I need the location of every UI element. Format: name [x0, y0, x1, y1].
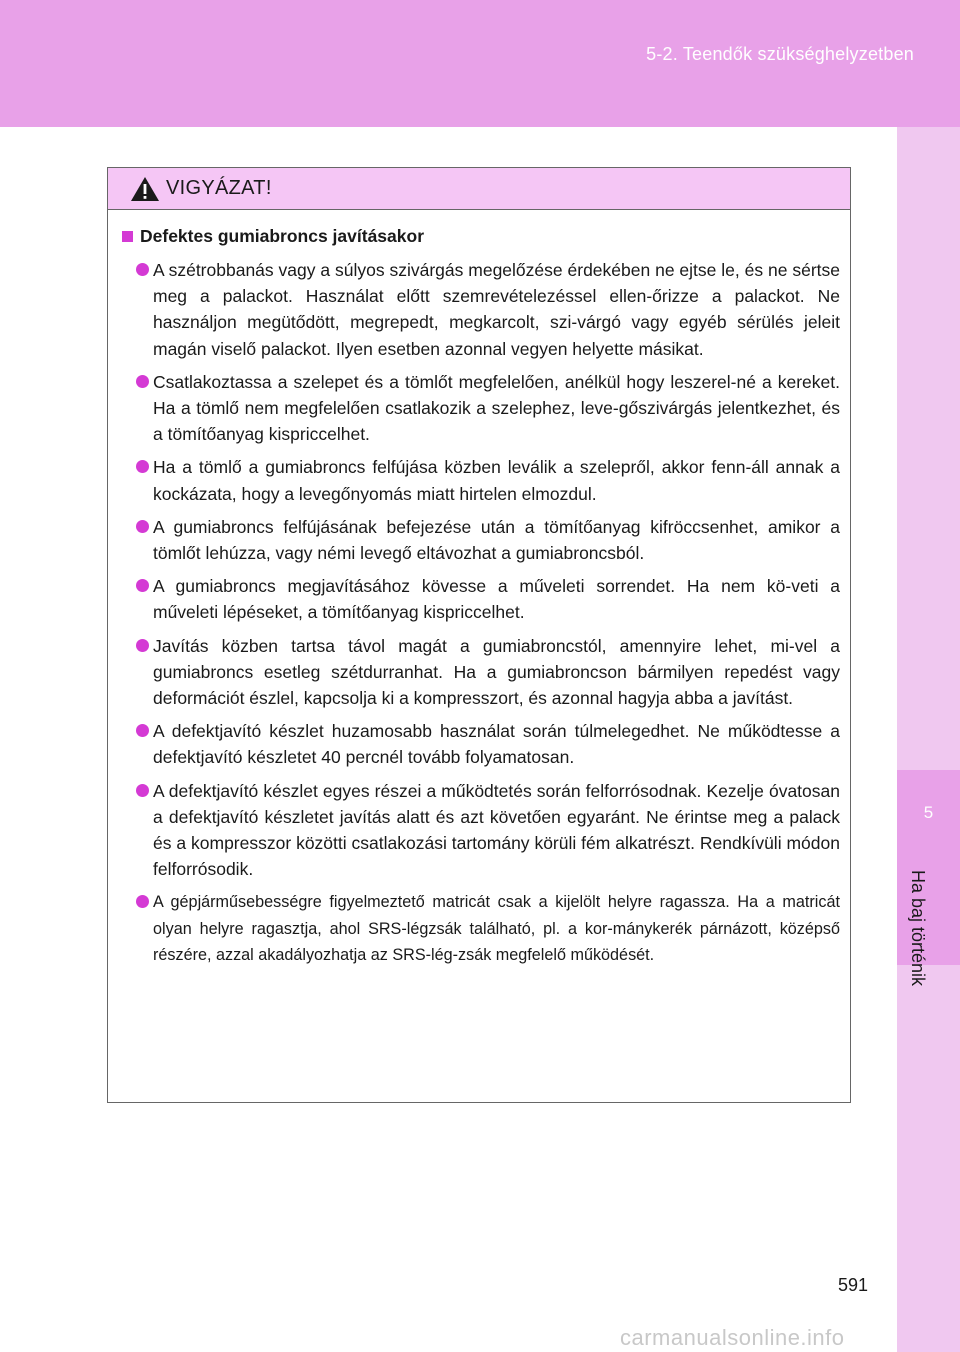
chapter-title: Ha baj történik — [908, 870, 928, 987]
section-title: 5-2. Teendők szükséghelyzetben — [646, 44, 914, 64]
subheading — [122, 226, 840, 247]
bullet-dot-icon — [136, 263, 149, 276]
list-item — [122, 369, 840, 448]
list-item — [122, 718, 840, 770]
square-bullet-icon — [122, 231, 133, 242]
bullet-dot-icon — [136, 460, 149, 473]
warning-box — [107, 167, 851, 1103]
warning-body — [108, 210, 850, 968]
subheading-text: Defektes gumiabroncs javításakor — [140, 226, 425, 246]
bullet-dot-icon — [136, 579, 149, 592]
bullet-dot-icon — [136, 639, 149, 652]
chapter-number: 5 — [923, 803, 934, 822]
list-item-text: A szétrobbanás vagy a súlyos szivárgás megelőzése érdekében ne ejtse le, és ne sértse meg a palackot. Használat előtt szemrevételezéssel ellen-őrizze a palackot. Ne használjon megütődött, megrepedt, megkarcolt, szi-várgó vagy egyéb sérülés jeleit magán viselő palackot. Ilyen esetben azonnal vegyen helyette másikat. — [153, 260, 840, 359]
page-number: 591 — [838, 1275, 869, 1295]
warning-title: VIGYÁZAT! — [166, 177, 272, 199]
bullet-dot-icon — [136, 520, 149, 533]
bullet-dot-icon — [136, 375, 149, 388]
warning-triangle-icon — [130, 176, 160, 202]
bullet-dot-icon — [136, 724, 149, 737]
list-item — [122, 257, 840, 362]
list-item — [122, 514, 840, 566]
bullet-dot-icon — [136, 895, 149, 908]
list-item-text: Javítás közben tartsa távol magát a gumiabroncstól, amennyire lehet, mi-vel a gumiabroncs esetleg szétdurranhat. Ha a gumiabroncson bármilyen repedést vagy deformációt észlel, kapcsolja ki a kompresszort, és azonnal hagyja abba a javítást. — [153, 635, 840, 709]
list-item — [122, 454, 840, 506]
list-item — [122, 778, 840, 883]
list-item-text: Csatlakoztassa a szelepet és a tömlőt megfelelően, anélkül hogy leszerel-né a kereket. Ha a tömlő nem megfelelően csatlakozik a szelephez, leve-gőszivárgás jelentkezhet, és a tömítőanyag kispriccelhet. — [153, 371, 840, 445]
side-tab — [897, 127, 960, 1352]
list-item-text: A defektjavító készlet egyes részei a működtetés során felforrósodnak. Kezelje óvatosan a defektjavító készletet javítás alatt és azt követően egyaránt. Ne érintse meg a palack és a kompresszor közötti csatlakozási tartomány körüli fém alkatrészt. Rendkívüli módon felforrósodik. — [153, 780, 840, 880]
list-item — [122, 573, 840, 625]
list-item-text: A defektjavító készlet huzamosabb használat során túlmelegedhet. Ne működtesse a defektjavító készletet 40 percnél tovább folyamatosan. — [153, 721, 840, 768]
header-band — [0, 0, 960, 127]
bullet-dot-icon — [136, 784, 149, 797]
list-item — [122, 889, 840, 968]
watermark: carmanualsonline.info — [620, 1325, 845, 1350]
list-item — [122, 633, 840, 712]
list-item-text: Ha a tömlő a gumiabroncs felfújása közben leválik a szelepről, akkor fenn-áll annak a kockázata, hogy a levegőnyomás miatt hirtelen elmozdul. — [153, 457, 840, 504]
list-item-text: A gépjárműsebességre figyelmeztető matricát csak a kijelölt helyre ragassza. Ha a matricát olyan helyre ragasztja, ahol SRS-légzsák található, pl. a kor-mánykerék párnázott, középső részére, azzal akadályozhatja az SRS-lég-zsák megfelelő működését. — [153, 893, 840, 964]
warning-header — [108, 168, 850, 210]
list-item-text: A gumiabroncs felfújásának befejezése után a tömítőanyag kifröccsenhet, amikor a tömlőt lehúzza, vagy némi levegő eltávozhat a gumiabroncsból. — [153, 516, 840, 564]
list-item-text: A gumiabroncs megjavításához kövesse a műveleti sorrendet. Ha nem kö-veti a műveleti lépéseket, a tömítőanyag kispriccelhet. — [153, 576, 840, 623]
